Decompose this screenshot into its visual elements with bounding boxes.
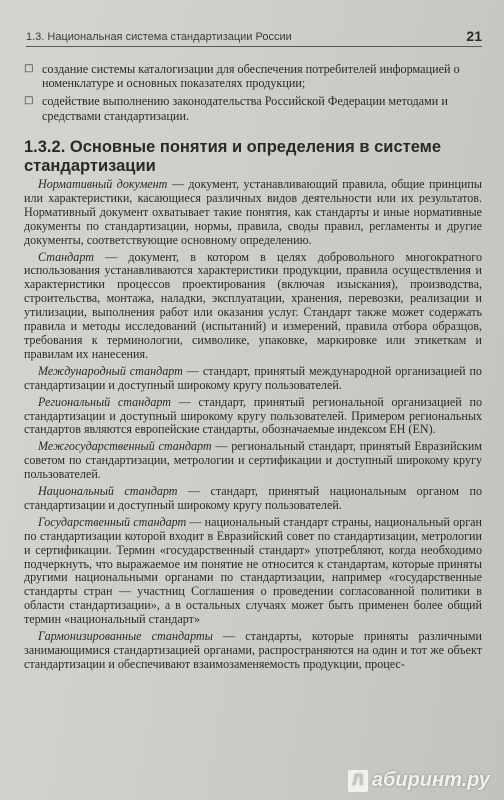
- definition: — стандарты, которые приняты различными занимающимися стандартизацией органами, распространяются на один и тот же объект стандартизации и обеспечивают взаимозаменяемость продукции, процес-: [24, 629, 482, 671]
- definition-paragraph: [24, 630, 482, 672]
- bullet-list: [24, 62, 480, 127]
- body-text: [24, 178, 482, 675]
- definition: — документ, в котором в целях добровольного многократного использования устанавливаются характеристики продукции, правила осуществления и характеристики процессов проектирования (включая изыскания), производства, строительства, монтажа, наладки, эксплуатации, хранения, перевозки, реализации и утилизации, выполнения работ или оказания услуг. Стандарт также может содержать правила и методы исследований (испытаний) и измерений, правила отбора образцов, требования к терминологии, символике, упаковке, маркировке или этикеткам и правилам их нанесения.: [24, 249, 482, 361]
- term: Межгосударственный стандарт: [38, 439, 212, 454]
- term: Государственный стандарт: [38, 514, 187, 529]
- definition-paragraph: [24, 396, 482, 438]
- term: Гармонизированные стандарты: [38, 629, 213, 644]
- watermark-text: абиринт.ру: [371, 769, 490, 791]
- hollow-square-icon: □: [24, 95, 34, 107]
- definition: — стандарт, принятый национальным органом по стандартизации и доступный широкому кругу пользователей.: [24, 484, 482, 512]
- list-item: [24, 62, 480, 90]
- definition: — стандарт, принятый региональной организацией по стандартизации и доступный широкому кругу пользователей. Примером региональных стандартов являются европейские стандарты, обозначаемые индексом ЕН (EN).: [24, 394, 482, 437]
- definition-paragraph: [24, 251, 482, 362]
- page-header: [26, 22, 482, 47]
- term: Международный стандарт: [38, 363, 183, 378]
- definition-paragraph: [24, 516, 482, 627]
- definition: — национальный стандарт страны, национальный орган по стандартизации которой входит в Евразийский совет по стандартизации, метрологии и сертификации. Термин «государственный стандарт» употребляют, когда необходимо подчеркнуть, что выражаемое им понятие не относится к стандартам, которые приняты другими национальными органами по стандартизации, например «государственные стандарты стран — участниц Соглашения о проведении согласованной политики в области стандартизации», а в остальных случаях может быть применен более общий термин «национальный стандарт»: [24, 514, 482, 627]
- term: Региональный стандарт: [38, 394, 171, 409]
- section-title: 1.3.2. Основные понятия и определения в системе стандартизации: [24, 138, 442, 175]
- term: Нормативный документ: [38, 177, 168, 191]
- list-item: [24, 94, 480, 122]
- bullet-text: содействие выполнению законодательства Российской Федерации методами и средствами стандартизации.: [42, 94, 448, 123]
- definition-paragraph: [24, 365, 482, 393]
- definition: — региональный стандарт, принятый Евразийским советом по стандартизации, метрологии и сертификации и доступный широкому кругу пользователей.: [24, 439, 482, 482]
- definition-paragraph: [24, 485, 482, 513]
- definition-paragraph: [24, 440, 482, 482]
- definition: — документ, устанавливающий правила, общие принципы или характеристики, касающиеся различных видов деятельности или их результатов. Нормативный документ охватывает такие понятия, как стандарты и иные нормативные документы по стандартизации, нормы, правила, своды правил, регламенты и другие документы, соответствующие основному определению.: [24, 177, 482, 247]
- labirint-logo-icon: Л: [348, 770, 368, 792]
- term: Национальный стандарт: [38, 484, 178, 499]
- running-head: 1.3. Национальная система стандартизации России: [26, 31, 292, 43]
- term: Стандарт: [38, 249, 94, 264]
- bullet-text: создание системы каталогизации для обеспечения потребителей информацией о номенклатуре и основных показателях продукции;: [42, 62, 460, 91]
- definition-paragraph: [24, 178, 482, 248]
- page-number: 21: [466, 28, 482, 44]
- definition: — стандарт, принятый международной организацией по стандартизации и доступный широкому кругу пользователей.: [24, 363, 482, 392]
- watermark: [348, 769, 490, 792]
- hollow-square-icon: □: [24, 63, 34, 74]
